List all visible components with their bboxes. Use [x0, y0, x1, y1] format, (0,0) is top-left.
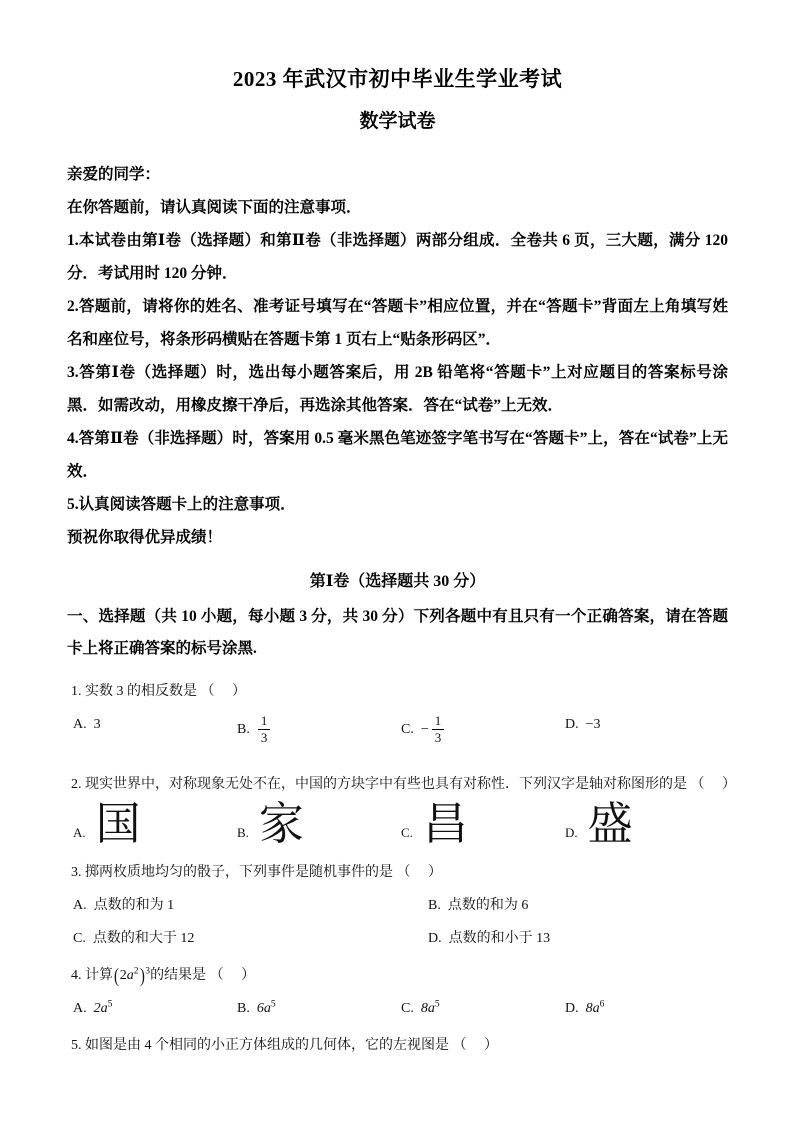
question-3-number: 3.: [71, 865, 82, 880]
option-label: C.: [401, 721, 414, 737]
option-base: 6a: [256, 1001, 271, 1016]
option-label: B.: [237, 824, 249, 840]
question-5-text: 如图是由 4 个相同的小正方体组成的几何体，它的左视图是: [85, 1038, 449, 1053]
option-value: 国: [95, 797, 141, 850]
notice-item-1: 1.本试卷由第Ⅰ卷（选择题）和第Ⅱ卷（非选择题）两部分组成．全卷共 6 页，三大题，满分 120 分．考试用时 120 分钟．: [67, 232, 728, 282]
option-exponent: 6: [599, 999, 605, 1010]
option-label: B.: [237, 721, 250, 737]
question-5: [67, 1035, 728, 1056]
notice-greeting: 亲爱的同学：: [67, 166, 161, 183]
option-label: A.: [73, 898, 87, 913]
question-1-number: 1.: [71, 684, 82, 699]
option-exponent: 5: [107, 999, 113, 1010]
fraction-one-third: [258, 714, 271, 744]
variable-a: a: [126, 968, 134, 983]
fraction-negative-one-third: [432, 714, 445, 744]
question-5-stem: [71, 1035, 728, 1056]
question-2-option-c[interactable]: [401, 797, 565, 850]
minus-sign: −: [420, 721, 429, 737]
option-label: A.: [73, 824, 86, 840]
option-label: D.: [428, 931, 442, 946]
question-3-option-a[interactable]: [73, 895, 428, 916]
question-1-answer-blank: [201, 684, 254, 699]
question-2-option-a[interactable]: [73, 797, 237, 850]
question-2-option-b[interactable]: [237, 797, 401, 850]
question-4-option-b[interactable]: [237, 998, 401, 1019]
option-label: D.: [565, 1001, 579, 1016]
question-1-option-d[interactable]: [565, 714, 729, 735]
option-label: C.: [73, 931, 86, 946]
question-1: [67, 681, 728, 758]
question-3-text: 掷两枚质地均匀的骰子，下列事件是随机事件的是: [85, 865, 393, 880]
notice-item-2: 2.答题前，请将你的姓名、准考证号填写在“答题卡”相应位置，并在“答题卡”背面左上角填写姓名和座位号，将条形码横贴在答题卡第 1 页右上“贴条形码区”．: [67, 298, 728, 348]
question-4-option-c[interactable]: [401, 998, 565, 1019]
option-label: D.: [565, 717, 579, 732]
question-2-number: 2.: [71, 777, 82, 792]
question-3-options-row-1: [73, 895, 728, 916]
exponent-inner: 2: [133, 966, 139, 977]
option-value: 家: [258, 797, 304, 850]
question-3: [67, 862, 728, 949]
question-4: [67, 965, 728, 1019]
option-value: 点数的和为 6: [447, 898, 529, 913]
option-label: D.: [565, 824, 578, 840]
question-2: [67, 774, 728, 850]
question-1-text: 实数 3 的相反数是: [85, 684, 197, 699]
option-value: 点数的和大于 12: [92, 931, 195, 946]
option-value: 昌: [422, 797, 468, 850]
option-value: [94, 998, 113, 1019]
page-title: 2023 年武汉市初中毕业生学业考试: [232, 67, 563, 91]
question-4-options: [73, 998, 728, 1019]
question-1-options: [73, 714, 728, 758]
notice-lead: 在你答题前，请认真阅读下面的注意事项．: [67, 199, 362, 216]
fraction-denominator: 3: [258, 729, 271, 745]
coefficient: 2: [119, 968, 127, 983]
section-intro: 一、选择题（共 10 小题，每小题 3 分，共 30 分）下列各题中有且只有一个正确答案，请在答题卡上将正确答案的标号涂黑.: [67, 608, 728, 657]
notice-item-5: 5.认真阅读答题卡上的注意事项．: [67, 496, 296, 513]
option-value: [421, 998, 440, 1019]
option-value: 点数的和为 1: [93, 898, 175, 913]
section-heading: 第Ⅰ卷（选择题共 30 分）: [309, 573, 486, 590]
option-label: B.: [428, 898, 441, 913]
question-2-answer-blank: [691, 777, 744, 792]
option-label: C.: [401, 824, 413, 840]
question-2-option-d[interactable]: [565, 797, 729, 850]
fraction-numerator: 1: [260, 713, 268, 728]
question-3-answer-blank: [397, 865, 450, 880]
question-3-option-d[interactable]: [428, 928, 783, 949]
option-value: [257, 998, 276, 1019]
option-base: 8a: [585, 1001, 600, 1016]
left-paren: (: [113, 965, 119, 988]
right-paren: ): [139, 965, 145, 988]
question-1-option-c[interactable]: [401, 714, 565, 744]
question-3-option-b[interactable]: [428, 895, 783, 916]
option-value: 3: [93, 717, 101, 732]
option-base: 2a: [93, 1001, 108, 1016]
question-1-option-a[interactable]: [73, 714, 237, 735]
page-content: [67, 0, 728, 1056]
question-1-option-b[interactable]: [237, 714, 401, 744]
notice-item-4: 4.答第Ⅱ卷（非选择题）时，答案用 0.5 毫米黑色笔迹签字笔书写在“答题卡”上，答在“试卷”上无效．: [67, 430, 728, 480]
question-4-number: 4.: [71, 968, 82, 983]
question-3-option-c[interactable]: [73, 928, 428, 949]
option-exponent: 5: [434, 999, 440, 1010]
notice-block: [67, 158, 728, 554]
question-4-text-prefix: 计算: [85, 968, 113, 983]
notice-closing: 预祝你取得优异成绩！: [67, 529, 223, 546]
question-4-answer-blank: [210, 968, 263, 983]
question-2-stem: [71, 774, 728, 795]
question-5-number: 5.: [71, 1038, 82, 1053]
option-label: A.: [73, 717, 87, 732]
option-value: 点数的和小于 13: [448, 931, 551, 946]
option-value: −3: [585, 717, 601, 732]
option-label: A.: [73, 1001, 87, 1016]
fraction-numerator: 1: [434, 713, 442, 728]
page-subtitle: 数学试卷: [359, 111, 436, 133]
option-value: [586, 998, 605, 1019]
question-1-stem: [71, 681, 728, 702]
question-4-stem: [71, 965, 728, 986]
option-base: 8a: [420, 1001, 435, 1016]
notice-item-3: 3.答第Ⅰ卷（选择题）时，选出每小题答案后，用 2B 铅笔将“答题卡”上对应题目的答案标号涂黑．如需改动，用橡皮擦干净后，再选涂其他答案．答在“试卷”上无效．: [67, 364, 728, 414]
exponent-outer: 3: [145, 966, 151, 977]
option-exponent: 5: [270, 999, 276, 1010]
question-5-answer-blank: [453, 1038, 506, 1053]
option-value: 盛: [587, 797, 633, 850]
option-label: B.: [237, 1001, 250, 1016]
question-2-options: [73, 797, 728, 850]
question-4-option-a[interactable]: [73, 998, 237, 1019]
question-3-stem: [71, 862, 728, 883]
question-2-text: 现实世界中，对称现象无处不在，中国的方块字中有些也具有对称性．下列汉字是轴对称图形的是: [85, 777, 687, 792]
option-label: C.: [401, 1001, 414, 1016]
question-4-option-d[interactable]: [565, 998, 729, 1019]
question-3-options-row-2: [73, 928, 728, 949]
fraction-denominator: 3: [432, 729, 445, 745]
question-4-expression: [113, 965, 151, 988]
question-4-text-suffix: 的结果是: [150, 968, 207, 983]
